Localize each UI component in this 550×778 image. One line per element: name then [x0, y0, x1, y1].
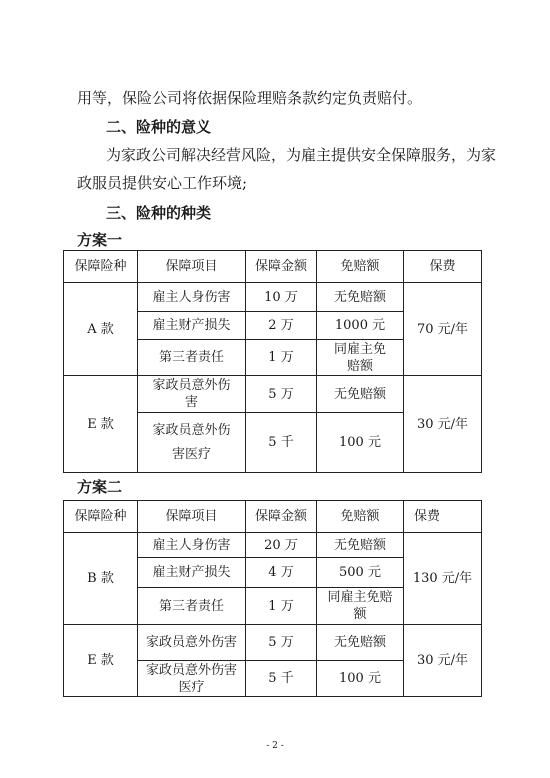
- section-2-heading: 二、险种的意义: [106, 118, 212, 136]
- insurance-type-cell: E 款: [64, 376, 138, 473]
- table-header-row: [64, 501, 482, 533]
- table-row: [64, 625, 482, 661]
- coverage-item-cell: 雇主财产损失: [138, 558, 246, 588]
- coverage-amount-cell: 10 万: [246, 283, 317, 312]
- insurance-type-cell: B 款: [64, 533, 138, 625]
- deductible-cell: 无免赔额: [317, 283, 404, 312]
- header-cell: 保障项目: [138, 251, 246, 283]
- insurance-type-cell: A 款: [64, 283, 138, 376]
- table-row: [64, 376, 482, 413]
- plan-1-title: 方案一: [77, 231, 123, 249]
- plan-2-table: [63, 500, 482, 697]
- table-row: [64, 283, 482, 312]
- header-cell: 免赔额: [317, 501, 404, 533]
- coverage-item-cell: 家政员意外伤害: [138, 376, 246, 413]
- coverage-amount-cell: 5 万: [246, 625, 317, 661]
- coverage-item-cell: 雇主财产损失: [138, 312, 246, 340]
- deductible-cell: 同雇主免赔额: [317, 588, 404, 625]
- deductible-cell: 无免赔额: [317, 533, 404, 558]
- header-cell: 保障项目: [138, 501, 246, 533]
- deductible-cell: 无免赔额: [317, 625, 404, 661]
- coverage-item-cell: 家政员意外伤害医疗: [138, 661, 246, 697]
- section-2-body-line-2: 政服员提供安心工作环境;: [77, 174, 248, 192]
- header-cell: 保障险种: [64, 251, 138, 283]
- premium-cell: 30 元/年: [404, 376, 482, 473]
- header-cell: 保障金额: [246, 251, 317, 283]
- coverage-amount-cell: 1 万: [246, 588, 317, 625]
- header-cell: 保费: [404, 501, 482, 533]
- insurance-type-cell: E 款: [64, 625, 138, 697]
- deductible-cell: 1000 元: [317, 312, 404, 340]
- coverage-item-cell: 家政员意外伤害: [138, 625, 246, 661]
- deductible-cell: 无免赔额: [317, 376, 404, 413]
- coverage-item-cell: 雇主人身伤害: [138, 283, 246, 312]
- deductible-cell: 100 元: [317, 661, 404, 697]
- coverage-item-cell: 家政员意外伤害医疗: [138, 413, 246, 473]
- premium-cell: 30 元/年: [404, 625, 482, 697]
- premium-cell: 130 元/年: [404, 533, 482, 625]
- coverage-item-cell: 第三者责任: [138, 588, 246, 625]
- deductible-cell: 同雇主免赔额: [317, 340, 404, 376]
- header-cell: 免赔额: [317, 251, 404, 283]
- table-header-row: [64, 251, 482, 283]
- section-3-heading: 三、险种的种类: [106, 204, 212, 222]
- paragraph-continuation: 用等，保险公司将依据保险理赔条款约定负责赔付。: [77, 89, 423, 107]
- deductible-cell: 500 元: [317, 558, 404, 588]
- premium-cell: 70 元/年: [404, 283, 482, 376]
- table-row: [64, 533, 482, 558]
- plan-1-table: [63, 250, 482, 473]
- coverage-amount-cell: 20 万: [246, 533, 317, 558]
- page-number: - 2 -: [266, 741, 284, 751]
- coverage-amount-cell: 5 万: [246, 376, 317, 413]
- header-cell: 保障金额: [246, 501, 317, 533]
- coverage-amount-cell: 1 万: [246, 340, 317, 376]
- coverage-amount-cell: 5 千: [246, 413, 317, 473]
- coverage-amount-cell: 5 千: [246, 661, 317, 697]
- coverage-amount-cell: 4 万: [246, 558, 317, 588]
- coverage-amount-cell: 2 万: [246, 312, 317, 340]
- header-cell: 保障险种: [64, 501, 138, 533]
- header-cell: 保费: [404, 251, 482, 283]
- section-2-body-line-1: 为家政公司解决经营风险，为雇主提供安全保障服务，为家: [106, 146, 497, 164]
- coverage-item-cell: 雇主人身伤害: [138, 533, 246, 558]
- deductible-cell: 100 元: [317, 413, 404, 473]
- coverage-item-cell: 第三者责任: [138, 340, 246, 376]
- plan-2-title: 方案二: [77, 478, 123, 496]
